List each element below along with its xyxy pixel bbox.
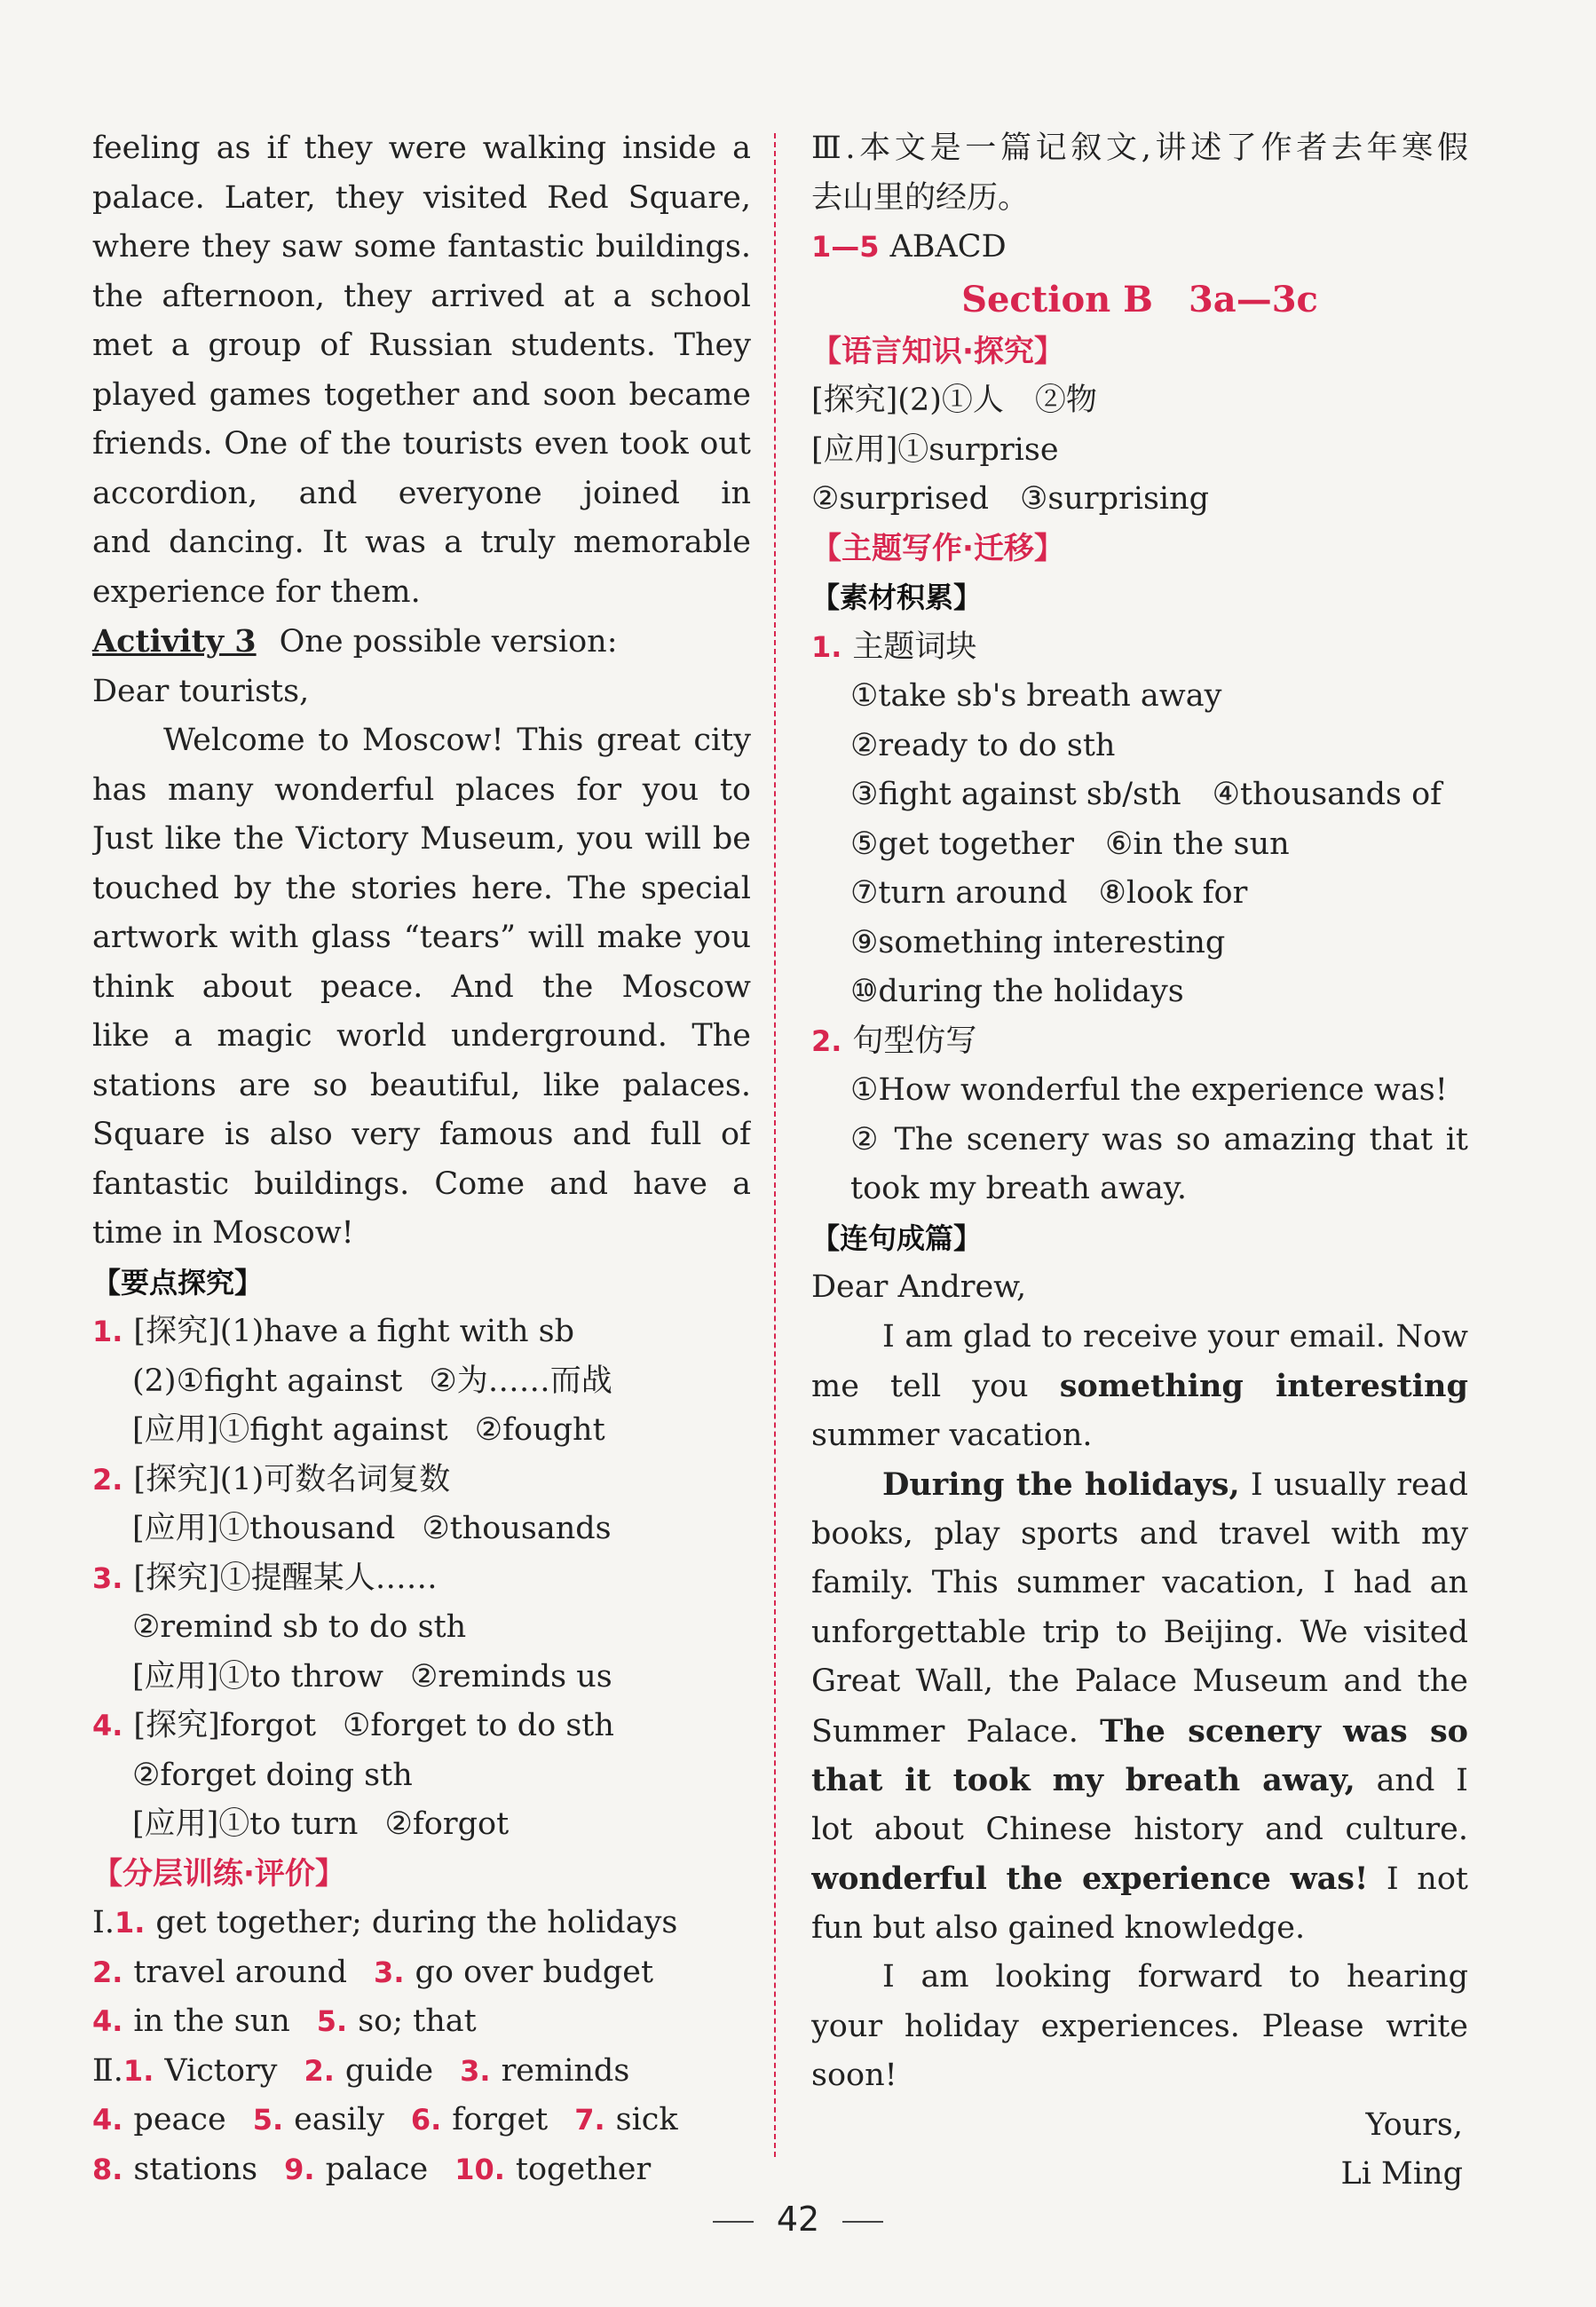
phrase-line: ③fight against sb/sth ④thousands of <box>850 777 1442 812</box>
compose-header: 【连句成篇】 <box>811 1221 983 1255</box>
kp-text: [应用]①to throw <box>132 1658 383 1695</box>
phrase-line: ⑩during the holidays <box>850 974 1184 1009</box>
passage-line: where they saw some fantastic buildings. <box>92 229 751 265</box>
exercise-III-text: Ⅲ.本文是一篇记叙文,讲述了作者去年寒假 <box>811 130 1468 166</box>
item-number: 1. <box>114 1906 146 1940</box>
kp-text: ②forget doing sth <box>132 1757 413 1793</box>
phrase-line: ⑦turn around ⑧look for <box>850 875 1248 911</box>
answer-text: stations <box>133 2151 258 2187</box>
letter-line <box>811 1756 1468 1805</box>
activity3-text: One possible version: <box>279 624 618 660</box>
item-number: 1. <box>122 2053 154 2088</box>
letter-line: Welcome to Moscow! This great city <box>163 723 751 758</box>
letter-line: fun but also gained knowledge. <box>811 1909 1306 1946</box>
kp-text: [应用]①thousand <box>132 1511 396 1546</box>
item-number: 1. <box>811 629 842 664</box>
activity3-heading <box>92 617 751 668</box>
kp-text: [探究]①提醒某人…… <box>133 1560 438 1596</box>
passage-line: met a group of Russian students. They <box>92 328 751 363</box>
letter-line: soon! <box>811 2058 897 2093</box>
exercise-III <box>811 124 1468 273</box>
letter-signature: Li Ming <box>1340 2156 1463 2192</box>
page-number-text: 42 <box>776 2200 820 2239</box>
kp-text: ①forget to do sth <box>343 1708 614 1743</box>
section-title: Section B 3a—3c <box>961 278 1318 320</box>
letter-bold-text: that it took my breath away, <box>811 1762 1355 1798</box>
answer-text: reminds <box>501 2052 630 2089</box>
sentence-line: took my breath away. <box>850 1171 1188 1206</box>
answer-text: easily <box>294 2102 384 2137</box>
kp-text: ②thousands <box>422 1511 612 1546</box>
answer-text: palace <box>325 2151 429 2187</box>
composed-letter <box>811 1263 1468 2200</box>
item-number: 2. <box>92 1955 123 1989</box>
item-number: 2. <box>304 2053 335 2088</box>
kp-text: ②forgot <box>384 1806 510 1842</box>
column-divider <box>774 133 776 2157</box>
right-column <box>811 124 1468 2200</box>
answer-text: sick <box>615 2102 678 2137</box>
letter-line: family. This summer vacation, I had an <box>811 1565 1468 1600</box>
theme-writing-header: 【主题写作·迁移】 <box>811 530 1064 566</box>
roman-label: Ⅰ. <box>92 1905 115 1940</box>
answer-text: in the sun <box>133 2003 290 2039</box>
kp-text: ②为……而战 <box>429 1363 612 1399</box>
layered-training-header: 【分层训练·评价】 <box>92 1855 345 1892</box>
letter-line: summer vacation. <box>811 1417 1093 1453</box>
lang-apply: ②surprised ③surprising <box>811 481 1210 517</box>
material-title: 主题词块 <box>852 628 977 665</box>
letter-line: fantastic buildings. Come and have a <box>92 1165 751 1202</box>
item-number: 6. <box>410 2103 442 2137</box>
key-point-2 <box>92 1456 751 1554</box>
roman-label: Ⅱ. <box>92 2052 123 2089</box>
language-knowledge-header: 【语言知识·探究】 <box>811 333 1064 369</box>
item-number: 4. <box>92 2004 123 2038</box>
item-number: 2. <box>92 1462 123 1497</box>
phrase-line: ①take sb's breath away <box>850 678 1222 714</box>
answer-text: go over budget <box>415 1954 654 1990</box>
answer-text: together <box>515 2151 652 2187</box>
key-point-1 <box>92 1308 751 1456</box>
answer-text: so; that <box>358 2003 477 2039</box>
item-number: 3. <box>92 1560 123 1595</box>
kp-text: ②remind sb to do sth <box>132 1609 467 1645</box>
kp-text: [应用]①fight against <box>132 1412 448 1448</box>
letter-line: Square is also very famous and full of <box>92 1117 751 1152</box>
exercise-III-text: 去山里的经历。 <box>811 179 1030 216</box>
letter-line: touched by the stories here. The special <box>92 870 751 906</box>
letter-bold-text: The scenery was so <box>1100 1712 1468 1750</box>
passage-line: friends. One of the tourists even took out <box>92 426 751 462</box>
letter-line: I am glad to receive your email. Now <box>882 1318 1468 1355</box>
material-2 <box>811 1017 1468 1214</box>
letter-line: artwork with glass “tears” will make you <box>92 920 751 955</box>
kp-text: [探究](1)可数名词复数 <box>133 1461 451 1497</box>
passage-line: feeling as if they were walking inside a <box>92 130 751 166</box>
item-number: 5. <box>316 2004 348 2038</box>
letter-text: Summer Palace. <box>811 1713 1078 1750</box>
key-point-3 <box>92 1554 751 1703</box>
phrase-line: ⑨something interesting <box>850 924 1226 960</box>
item-number: 7. <box>574 2103 605 2137</box>
letter-line: your holiday experiences. Please write <box>811 2008 1468 2044</box>
letter-line: like a magic world underground. The <box>92 1018 751 1054</box>
passage-line: experience for them. <box>92 573 421 610</box>
letter-line <box>811 1460 1468 1510</box>
letter-line: Great Wall, the Palace Museum and the <box>811 1663 1468 1699</box>
kp-text: ②fought <box>474 1412 605 1448</box>
exercise-II <box>92 2047 751 2195</box>
item-number: 5. <box>252 2103 284 2137</box>
material-title: 句型仿写 <box>852 1023 977 1059</box>
passage-line: played games together and soon became <box>92 376 751 413</box>
passage-line: the afternoon, they arrived at a school <box>92 278 751 314</box>
sentence-line: ①How wonderful the experience was! <box>850 1072 1448 1108</box>
page-number-dash <box>713 2221 754 2223</box>
passage-line: accordion, and everyone joined in <box>92 475 751 511</box>
phrase-line: ⑤get together ⑥in the sun <box>850 826 1290 862</box>
letter-bold-text: wonderful the experience was! <box>811 1861 1369 1897</box>
material-header: 【素材积累】 <box>811 581 983 614</box>
kp-text: [探究]forgot <box>133 1708 317 1743</box>
answer-text: get together; during the holidays <box>155 1905 678 1940</box>
page-number-dash <box>842 2221 883 2223</box>
item-number: 9. <box>284 2152 315 2186</box>
answer-text: Victory <box>164 2052 278 2089</box>
passage <box>92 124 751 617</box>
letter-greeting: Dear Andrew, <box>811 1269 1027 1305</box>
item-number: 4. <box>92 2103 123 2137</box>
answer-text: guide <box>344 2052 434 2089</box>
passage-line: and dancing. It was a truly memorable <box>92 525 751 560</box>
passage-line: palace. Later, they visited Red Square, <box>92 179 751 216</box>
kp-text: [应用]①to turn <box>132 1806 359 1842</box>
letter-line: I am looking forward to hearing <box>882 1959 1468 1995</box>
kp-text: [探究](1)have a fight with sb <box>133 1314 575 1349</box>
answer-text: travel around <box>133 1954 348 1990</box>
item-number: 1—5 <box>811 230 880 264</box>
letter-line: stations are so beautiful, like palaces. <box>92 1067 751 1103</box>
letter-line <box>811 1805 1468 1855</box>
item-number: 3. <box>374 1955 405 1989</box>
item-number: 1. <box>92 1315 123 1348</box>
lang-apply: [应用]①surprise <box>811 431 1059 468</box>
letter-line <box>811 1707 1468 1757</box>
key-points-header: 【要点探究】 <box>92 1265 264 1300</box>
item-number: 2. <box>811 1023 842 1058</box>
letter-line <box>811 1854 1468 1904</box>
letter-line: think about peace. And the Moscow <box>92 968 751 1005</box>
item-number: 3. <box>460 2053 491 2088</box>
page-number <box>0 2200 1596 2239</box>
letter-line: Just like the Victory Museum, you will be <box>92 821 751 857</box>
letter-line: unforgettable trip to Beijing. We visited <box>811 1614 1468 1650</box>
answer-text: ABACD <box>889 229 1007 265</box>
key-point-4 <box>92 1702 751 1850</box>
letter-closing: Yours, <box>1365 2106 1463 2143</box>
sentence-line: ② The scenery was so amazing that it <box>850 1121 1468 1157</box>
answer-text: forget <box>452 2102 549 2137</box>
material-1 <box>811 623 1468 1017</box>
letter-line: has many wonderful places for you to <box>92 771 751 808</box>
letter-line: time in Moscow! <box>92 1215 354 1251</box>
activity3-label: Activity 3 <box>92 623 257 660</box>
letter-line: books, play sports and travel with my <box>811 1515 1468 1552</box>
phrase-line: ②ready to do sth <box>850 727 1116 763</box>
letter-line <box>811 1362 1468 1411</box>
item-number: 8. <box>92 2152 123 2186</box>
letter-text: lot about Chinese history and culture. <box>811 1811 1468 1847</box>
kp-text: (2)①fight against <box>132 1363 403 1399</box>
sample-letter <box>92 668 751 1259</box>
letter-bold-text: During the holidays, <box>882 1466 1240 1503</box>
letter-greeting: Dear tourists, <box>92 673 310 709</box>
letter-text: I not <box>1386 1861 1468 1897</box>
kp-text: ②reminds us <box>409 1658 612 1695</box>
letter-text: and I <box>1376 1763 1468 1798</box>
letter-bold-text: something interesting <box>1059 1368 1468 1404</box>
answer-text: peace <box>133 2102 226 2137</box>
lang-explore: [探究](2)①人 ②物 <box>811 383 1097 418</box>
item-number: 4. <box>92 1709 123 1742</box>
exercise-I <box>92 1899 751 2047</box>
item-number: 10. <box>454 2152 505 2186</box>
letter-text: I usually read <box>1250 1467 1468 1503</box>
left-column <box>92 124 751 2194</box>
letter-text: me tell you <box>811 1369 1029 1404</box>
